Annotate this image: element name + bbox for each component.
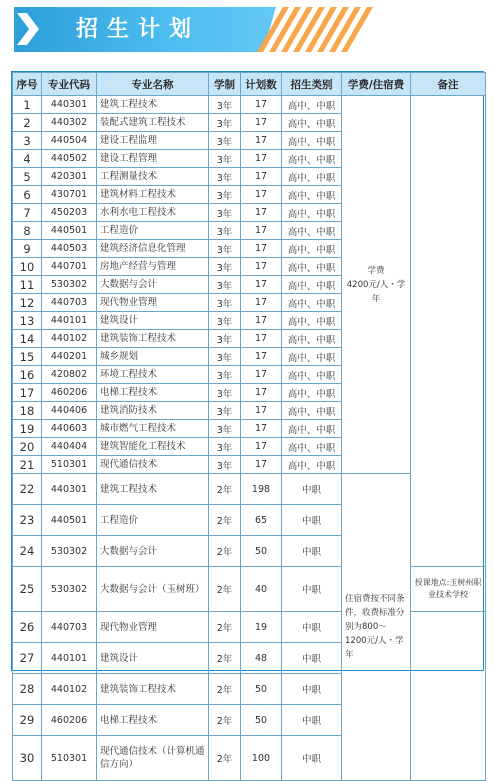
header-note: 备注 bbox=[411, 73, 486, 96]
cell-type: 高中、中职 bbox=[282, 204, 342, 222]
cell-years: 3年 bbox=[209, 438, 241, 456]
cell-years: 3年 bbox=[209, 114, 241, 132]
cell-note-empty bbox=[411, 612, 486, 781]
cell-code: 440404 bbox=[42, 438, 97, 456]
cell-type: 高中、中职 bbox=[282, 438, 342, 456]
cell-fee-accommodation: 住宿费按不同条件，收费标准分别为800～1200元/人・学年 bbox=[342, 474, 411, 781]
cell-code: 530302 bbox=[42, 536, 97, 567]
cell-code: 440703 bbox=[42, 294, 97, 312]
cell-code: 530302 bbox=[42, 567, 97, 612]
cell-code: 450203 bbox=[42, 204, 97, 222]
cell-code: 430701 bbox=[42, 186, 97, 204]
cell-plan: 17 bbox=[241, 402, 282, 420]
cell-no: 7 bbox=[13, 204, 42, 222]
cell-code: 440503 bbox=[42, 240, 97, 258]
cell-name: 环境工程技术 bbox=[97, 366, 209, 384]
cell-plan: 48 bbox=[241, 643, 282, 674]
cell-code: 530302 bbox=[42, 276, 97, 294]
cell-no: 13 bbox=[13, 312, 42, 330]
cell-name: 建筑装饰工程技术 bbox=[97, 330, 209, 348]
cell-no: 4 bbox=[13, 150, 42, 168]
cell-no: 1 bbox=[13, 96, 42, 114]
cell-type: 高中、中职 bbox=[282, 384, 342, 402]
cell-years: 3年 bbox=[209, 312, 241, 330]
cell-code: 440501 bbox=[42, 505, 97, 536]
cell-years: 3年 bbox=[209, 186, 241, 204]
cell-no: 12 bbox=[13, 294, 42, 312]
cell-plan: 17 bbox=[241, 348, 282, 366]
cell-plan: 17 bbox=[241, 330, 282, 348]
cell-name: 工程造价 bbox=[97, 505, 209, 536]
table-row bbox=[13, 612, 486, 643]
cell-code: 440301 bbox=[42, 96, 97, 114]
cell-years: 3年 bbox=[209, 348, 241, 366]
cell-name: 大数据与会计 bbox=[97, 276, 209, 294]
cell-type: 高中、中职 bbox=[282, 96, 342, 114]
cell-type: 高中、中职 bbox=[282, 456, 342, 474]
cell-name: 工程测量技术 bbox=[97, 168, 209, 186]
cell-code: 440603 bbox=[42, 420, 97, 438]
cell-years: 3年 bbox=[209, 132, 241, 150]
cell-type: 中职 bbox=[282, 643, 342, 674]
cell-code: 440302 bbox=[42, 114, 97, 132]
cell-plan: 17 bbox=[241, 456, 282, 474]
cell-code: 440703 bbox=[42, 612, 97, 643]
cell-type: 高中、中职 bbox=[282, 168, 342, 186]
cell-name: 建筑工程技术 bbox=[97, 474, 209, 505]
cell-name: 城市燃气工程技术 bbox=[97, 420, 209, 438]
cell-type: 高中、中职 bbox=[282, 420, 342, 438]
cell-years: 2年 bbox=[209, 736, 241, 781]
cell-fee-tuition: 学费 4200元/人・学年 bbox=[342, 96, 411, 474]
cell-code: 440102 bbox=[42, 674, 97, 705]
cell-name: 建筑材料工程技术 bbox=[97, 186, 209, 204]
cell-plan: 17 bbox=[241, 132, 282, 150]
cell-plan: 17 bbox=[241, 96, 282, 114]
cell-code: 440201 bbox=[42, 348, 97, 366]
cell-years: 3年 bbox=[209, 96, 241, 114]
cell-code: 440101 bbox=[42, 643, 97, 674]
cell-no: 22 bbox=[13, 474, 42, 505]
cell-no: 19 bbox=[13, 420, 42, 438]
cell-no: 24 bbox=[13, 536, 42, 567]
cell-years: 2年 bbox=[209, 705, 241, 736]
cell-plan: 17 bbox=[241, 294, 282, 312]
cell-no: 5 bbox=[13, 168, 42, 186]
cell-no: 2 bbox=[13, 114, 42, 132]
cell-type: 高中、中职 bbox=[282, 222, 342, 240]
cell-plan: 17 bbox=[241, 438, 282, 456]
cell-no: 10 bbox=[13, 258, 42, 276]
cell-no: 26 bbox=[13, 612, 42, 643]
cell-name: 建筑经济信息化管理 bbox=[97, 240, 209, 258]
cell-years: 2年 bbox=[209, 612, 241, 643]
cell-name: 建设工程监理 bbox=[97, 132, 209, 150]
cell-type: 中职 bbox=[282, 505, 342, 536]
cell-no: 9 bbox=[13, 240, 42, 258]
cell-no: 16 bbox=[13, 366, 42, 384]
header-fee: 学费/住宿费 bbox=[342, 73, 411, 96]
cell-no: 27 bbox=[13, 643, 42, 674]
cell-name: 工程造价 bbox=[97, 222, 209, 240]
cell-no: 21 bbox=[13, 456, 42, 474]
cell-no: 11 bbox=[13, 276, 42, 294]
cell-no: 29 bbox=[13, 705, 42, 736]
cell-name: 现代通信技术 bbox=[97, 456, 209, 474]
cell-name: 建筑装饰工程技术 bbox=[97, 674, 209, 705]
cell-no: 15 bbox=[13, 348, 42, 366]
cell-years: 3年 bbox=[209, 294, 241, 312]
cell-plan: 17 bbox=[241, 420, 282, 438]
cell-code: 510301 bbox=[42, 456, 97, 474]
cell-name: 电梯工程技术 bbox=[97, 705, 209, 736]
cell-years: 3年 bbox=[209, 150, 241, 168]
cell-no: 25 bbox=[13, 567, 42, 612]
banner-stripes bbox=[250, 7, 390, 52]
section-banner bbox=[0, 0, 493, 62]
cell-plan: 17 bbox=[241, 150, 282, 168]
cell-plan: 17 bbox=[241, 258, 282, 276]
enrollment-table bbox=[12, 72, 486, 781]
cell-type: 中职 bbox=[282, 536, 342, 567]
cell-type: 高中、中职 bbox=[282, 312, 342, 330]
cell-name: 现代物业管理 bbox=[97, 612, 209, 643]
cell-type: 中职 bbox=[282, 567, 342, 612]
cell-code: 460206 bbox=[42, 705, 97, 736]
header-type: 招生类别 bbox=[282, 73, 342, 96]
cell-code: 420802 bbox=[42, 366, 97, 384]
cell-type: 中职 bbox=[282, 612, 342, 643]
cell-type: 高中、中职 bbox=[282, 114, 342, 132]
cell-plan: 19 bbox=[241, 612, 282, 643]
cell-plan: 40 bbox=[241, 567, 282, 612]
cell-years: 3年 bbox=[209, 420, 241, 438]
cell-plan: 50 bbox=[241, 536, 282, 567]
cell-years: 2年 bbox=[209, 567, 241, 612]
cell-type: 高中、中职 bbox=[282, 294, 342, 312]
header-plan: 计划数 bbox=[241, 73, 282, 96]
cell-name: 大数据与会计（玉树班） bbox=[97, 567, 209, 612]
cell-type: 高中、中职 bbox=[282, 132, 342, 150]
cell-type: 中职 bbox=[282, 474, 342, 505]
cell-no: 20 bbox=[13, 438, 42, 456]
cell-code: 440701 bbox=[42, 258, 97, 276]
cell-code: 440501 bbox=[42, 222, 97, 240]
cell-type: 高中、中职 bbox=[282, 330, 342, 348]
cell-plan: 50 bbox=[241, 705, 282, 736]
cell-years: 3年 bbox=[209, 240, 241, 258]
cell-type: 高中、中职 bbox=[282, 240, 342, 258]
cell-years: 3年 bbox=[209, 168, 241, 186]
cell-code: 440502 bbox=[42, 150, 97, 168]
header-no: 序号 bbox=[13, 73, 42, 96]
cell-plan: 100 bbox=[241, 736, 282, 781]
cell-years: 2年 bbox=[209, 643, 241, 674]
cell-no: 6 bbox=[13, 186, 42, 204]
cell-years: 2年 bbox=[209, 505, 241, 536]
cell-plan: 17 bbox=[241, 312, 282, 330]
cell-plan: 17 bbox=[241, 204, 282, 222]
cell-years: 2年 bbox=[209, 674, 241, 705]
cell-code: 440406 bbox=[42, 402, 97, 420]
cell-no: 23 bbox=[13, 505, 42, 536]
cell-plan: 17 bbox=[241, 276, 282, 294]
cell-type: 高中、中职 bbox=[282, 258, 342, 276]
cell-name: 现代物业管理 bbox=[97, 294, 209, 312]
cell-name: 建筑智能化工程技术 bbox=[97, 438, 209, 456]
cell-code: 420301 bbox=[42, 168, 97, 186]
cell-plan: 17 bbox=[241, 114, 282, 132]
cell-name: 建筑设计 bbox=[97, 643, 209, 674]
cell-plan: 50 bbox=[241, 674, 282, 705]
cell-code: 440101 bbox=[42, 312, 97, 330]
cell-no: 8 bbox=[13, 222, 42, 240]
cell-name: 建筑设计 bbox=[97, 312, 209, 330]
cell-no: 28 bbox=[13, 674, 42, 705]
table-row bbox=[13, 96, 486, 114]
cell-no: 18 bbox=[13, 402, 42, 420]
cell-plan: 17 bbox=[241, 168, 282, 186]
cell-years: 2年 bbox=[209, 536, 241, 567]
cell-type: 中职 bbox=[282, 705, 342, 736]
cell-code: 510301 bbox=[42, 736, 97, 781]
cell-years: 3年 bbox=[209, 366, 241, 384]
cell-years: 3年 bbox=[209, 204, 241, 222]
cell-years: 3年 bbox=[209, 222, 241, 240]
table-row bbox=[13, 567, 486, 612]
cell-plan: 17 bbox=[241, 222, 282, 240]
cell-plan: 17 bbox=[241, 366, 282, 384]
cell-type: 高中、中职 bbox=[282, 348, 342, 366]
cell-plan: 17 bbox=[241, 384, 282, 402]
cell-type: 高中、中职 bbox=[282, 186, 342, 204]
cell-name: 现代通信技术（计算机通信方向） bbox=[97, 736, 209, 781]
cell-years: 3年 bbox=[209, 402, 241, 420]
enrollment-table-container bbox=[11, 71, 484, 770]
cell-name: 水利水电工程技术 bbox=[97, 204, 209, 222]
cell-plan: 17 bbox=[241, 186, 282, 204]
cell-plan: 17 bbox=[241, 240, 282, 258]
cell-code: 440301 bbox=[42, 474, 97, 505]
cell-type: 高中、中职 bbox=[282, 276, 342, 294]
cell-name: 建筑消防技术 bbox=[97, 402, 209, 420]
cell-name: 电梯工程技术 bbox=[97, 384, 209, 402]
cell-no: 3 bbox=[13, 132, 42, 150]
cell-years: 2年 bbox=[209, 474, 241, 505]
cell-no: 17 bbox=[13, 384, 42, 402]
cell-name: 建设工程管理 bbox=[97, 150, 209, 168]
cell-name: 大数据与会计 bbox=[97, 536, 209, 567]
cell-type: 高中、中职 bbox=[282, 402, 342, 420]
header-name: 专业名称 bbox=[97, 73, 209, 96]
cell-type: 高中、中职 bbox=[282, 366, 342, 384]
cell-note-yushu: 授课地点:玉树州职业技术学校 bbox=[411, 567, 486, 612]
cell-years: 3年 bbox=[209, 456, 241, 474]
cell-type: 中职 bbox=[282, 736, 342, 781]
header-years: 学制 bbox=[209, 73, 241, 96]
cell-code: 460206 bbox=[42, 384, 97, 402]
page-title: 招生计划 bbox=[76, 17, 201, 42]
table-header-row bbox=[13, 73, 486, 96]
cell-type: 中职 bbox=[282, 674, 342, 705]
cell-years: 3年 bbox=[209, 276, 241, 294]
cell-note-empty bbox=[411, 96, 486, 567]
cell-no: 30 bbox=[13, 736, 42, 781]
cell-type: 高中、中职 bbox=[282, 150, 342, 168]
header-code: 专业代码 bbox=[42, 73, 97, 96]
cell-years: 3年 bbox=[209, 258, 241, 276]
cell-code: 440102 bbox=[42, 330, 97, 348]
cell-code: 440504 bbox=[42, 132, 97, 150]
cell-no: 14 bbox=[13, 330, 42, 348]
cell-name: 城乡规划 bbox=[97, 348, 209, 366]
cell-plan: 65 bbox=[241, 505, 282, 536]
cell-name: 装配式建筑工程技术 bbox=[97, 114, 209, 132]
cell-name: 建筑工程技术 bbox=[97, 96, 209, 114]
cell-years: 3年 bbox=[209, 384, 241, 402]
cell-name: 房地产经营与管理 bbox=[97, 258, 209, 276]
cell-years: 3年 bbox=[209, 330, 241, 348]
cell-plan: 198 bbox=[241, 474, 282, 505]
